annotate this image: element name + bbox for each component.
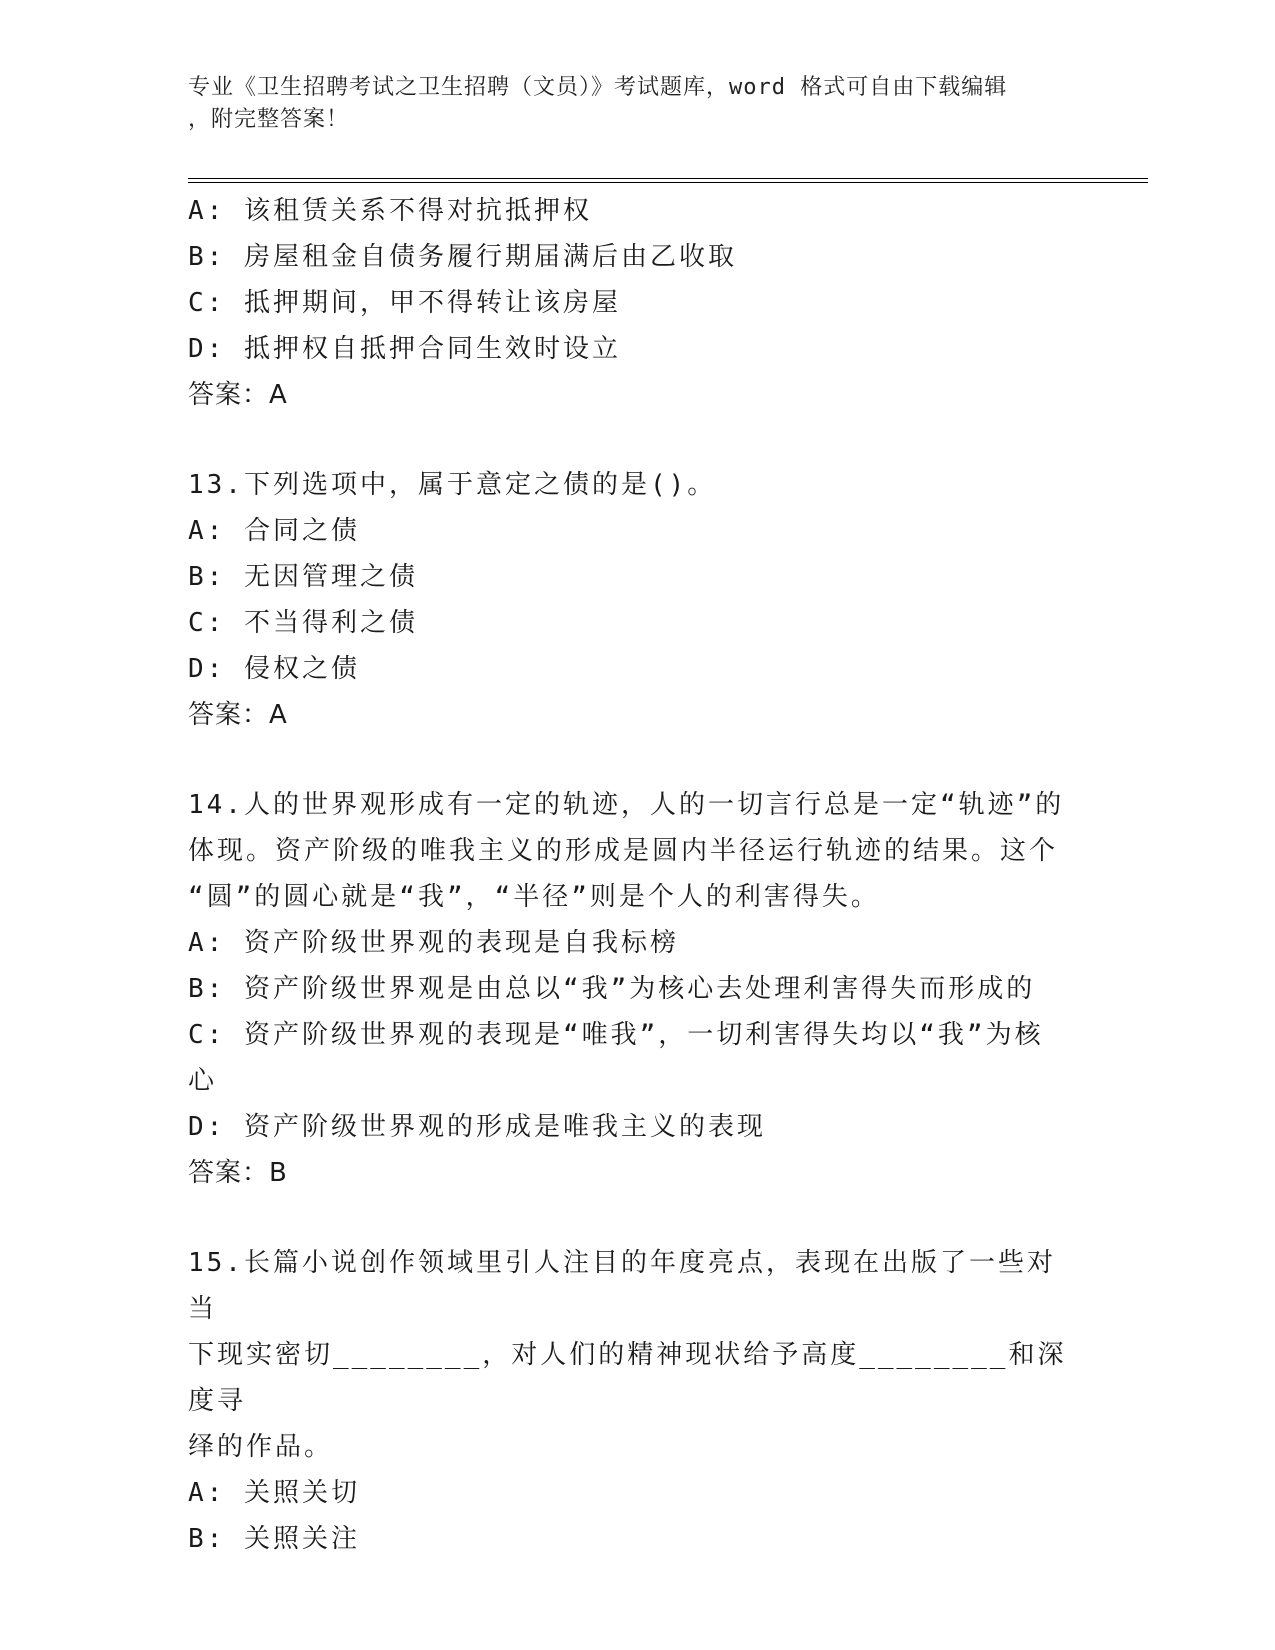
option-c-line-1: C: 资产阶级世界观的表现是“唯我”，一切利害得失均以“我”为核 (188, 1020, 1044, 1050)
option-a: A: 合同之债 (188, 516, 360, 546)
option-a: A: 资产阶级世界观的表现是自我标榜 (188, 928, 679, 958)
question-stem-line-3: 绎的作品。 (188, 1432, 334, 1462)
question-15 (188, 1240, 1078, 1562)
spacer (188, 1196, 1078, 1240)
option-b: B: 关照关注 (188, 1524, 360, 1554)
question-content (188, 188, 1078, 1562)
spacer (188, 738, 1078, 782)
option-d: D: 资产阶级世界观的形成是唯我主义的表现 (188, 1112, 766, 1142)
option-b: B: 资产阶级世界观是由总以“我”为核心去处理利害得失而形成的 (188, 974, 1036, 1004)
question-14 (188, 782, 1078, 1196)
option-d: D: 侵权之债 (188, 654, 360, 684)
option-c: C: 抵押期间，甲不得转让该房屋 (188, 288, 621, 318)
option-a: A: 关照关切 (188, 1478, 360, 1508)
question-stem-line-2: 体现。资产阶级的唯我主义的形成是圆内半径运行轨迹的结果。这个 (188, 836, 1059, 866)
header-divider-bottom (188, 182, 1148, 183)
answer: 答案：B (188, 1158, 288, 1188)
option-a: A: 该租赁关系不得对抗抵押权 (188, 196, 592, 226)
option-b: B: 房屋租金自债务履行期届满后由乙收取 (188, 242, 737, 272)
option-c-line-2: 心 (188, 1066, 218, 1096)
question-stem: 13.下列选项中，属于意定之债的是()。 (188, 470, 717, 500)
answer: 答案：A (188, 700, 288, 730)
option-d: D: 抵押权自抵押合同生效时设立 (188, 334, 621, 364)
question-13 (188, 462, 1078, 738)
question-12 (188, 188, 1078, 418)
page-header (188, 72, 1068, 136)
option-b: B: 无因管理之债 (188, 562, 418, 592)
option-c: C: 不当得利之债 (188, 608, 418, 638)
header-divider-top (188, 178, 1148, 179)
question-stem-line-1: 14.人的世界观形成有一定的轨迹，人的一切言行总是一定“轨迹”的 (188, 790, 1065, 820)
answer: 答案：A (188, 380, 288, 410)
question-stem-line-3: “圆”的圆心就是“我”，“半径”则是个人的利害得失。 (188, 882, 880, 912)
question-stem-line-1: 15.长篇小说创作领域里引人注目的年度亮点，表现在出版了一些对当 (188, 1248, 1056, 1324)
header-line-2: ，附完整答案！ (188, 107, 350, 132)
spacer (188, 418, 1078, 462)
header-line-1: 专业《卫生招聘考试之卫生招聘（文员）》考试题库，word 格式可自由下载编辑 (188, 75, 1008, 100)
question-stem-line-2: 下现实密切________，对人们的精神现状给予高度________和深度寻 (188, 1340, 1067, 1416)
